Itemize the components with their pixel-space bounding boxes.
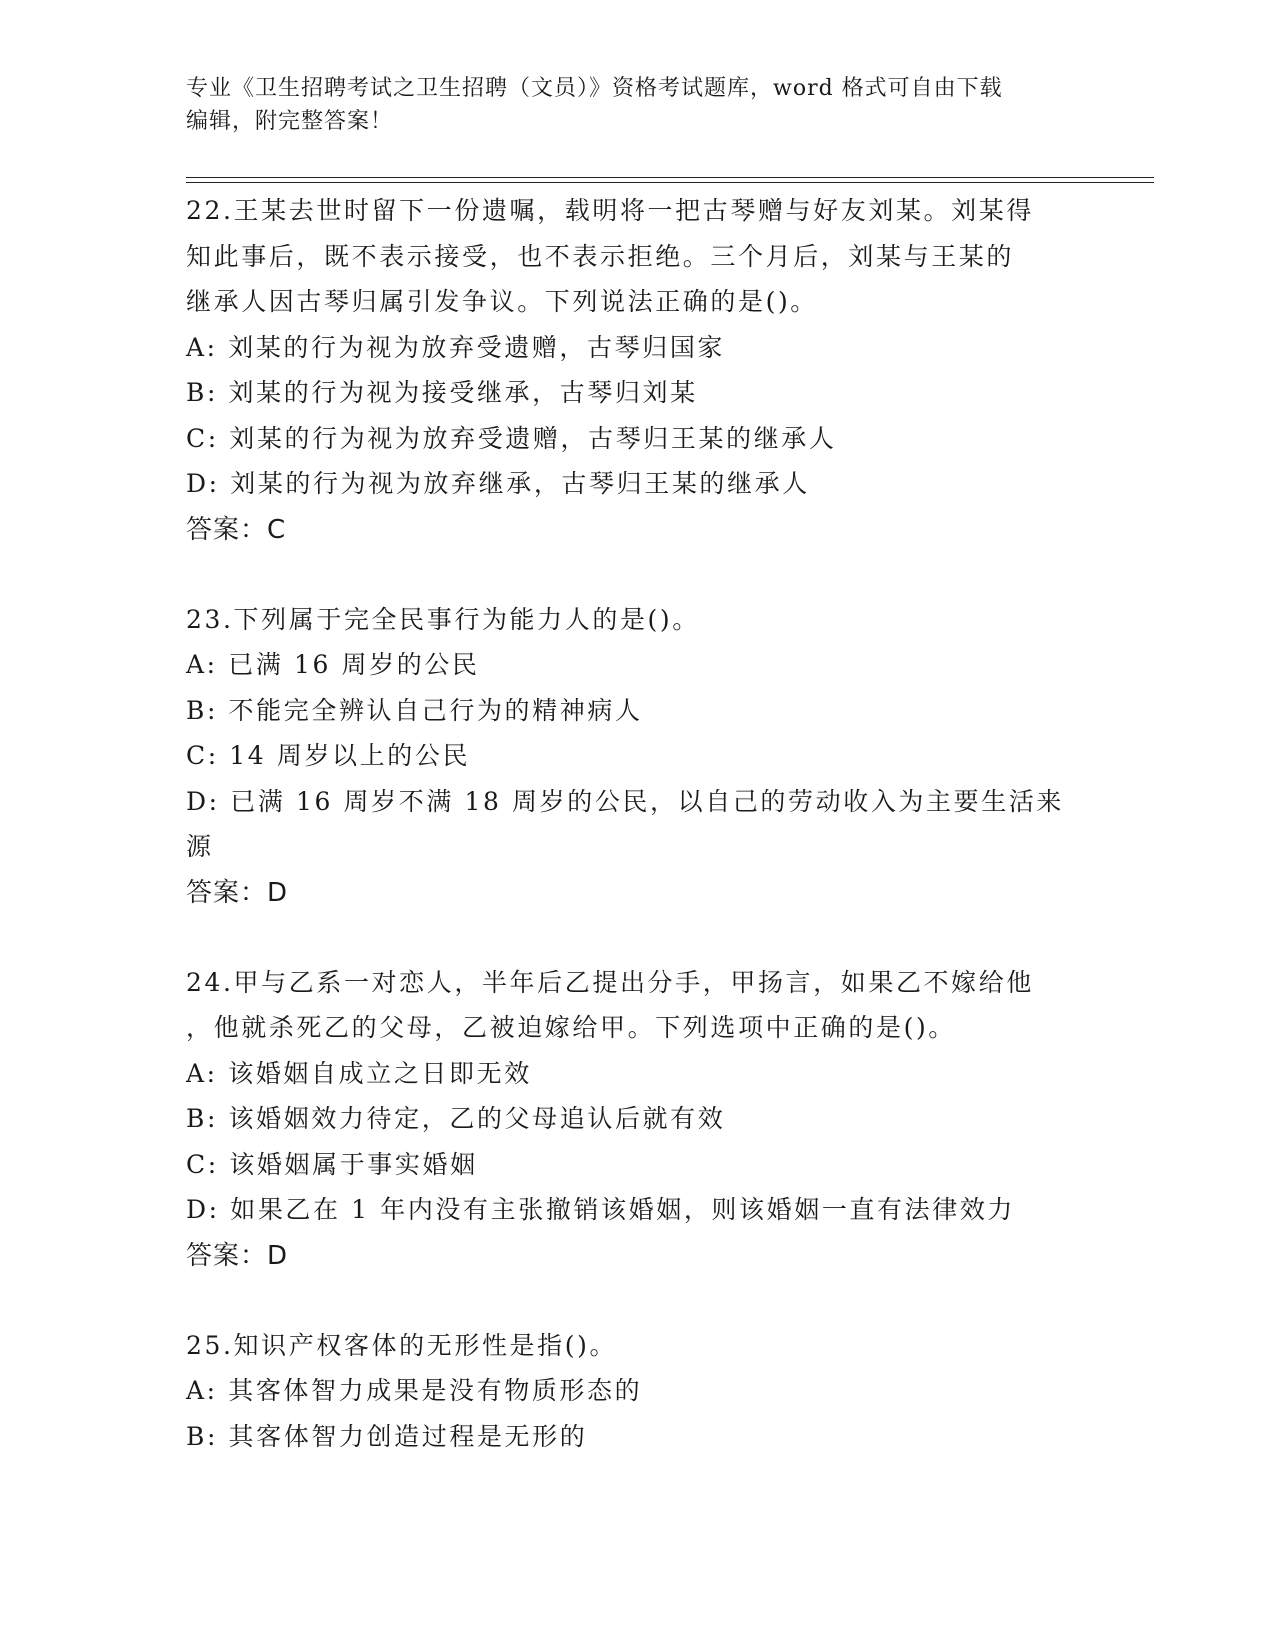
option-b: B: 不能完全辨认自己行为的精神病人 [186,695,643,725]
header-divider-bottom [186,182,1154,183]
option-c: C: 14 周岁以上的公民 [186,741,471,770]
option-b: B: 该婚姻效力待定，乙的父母追认后就有效 [186,1104,726,1133]
option-d: D: 已满 16 周岁不满 18 周岁的公民，以自己的劳动收入为主要生活来 [186,786,1065,816]
header-line-2: 编辑，附完整答案！ [186,109,394,134]
question-stem-line: 22.王某去世时留下一份遗嘱，载明将一把古琴赠与好友刘某。刘某得 [186,196,1034,225]
option-d-continued: 源 [186,832,214,861]
option-a: A: 已满 16 周岁的公民 [186,650,480,679]
option-d: D: 如果乙在 1 年内没有主张撤销该婚姻，则该婚姻一直有法律效力 [186,1195,1016,1224]
option-c: C: 该婚姻属于事实婚姻 [186,1149,478,1179]
question-list [186,188,1086,1503]
answer-label: 答案：D [186,877,289,908]
question-22 [186,188,1086,553]
option-c: C: 刘某的行为视为放弃受遗赠，古琴归王某的继承人 [186,423,837,453]
question-stem-line: 25.知识产权客体的无形性是指()。 [186,1330,618,1360]
question-23 [186,597,1086,916]
question-25 [186,1323,1086,1460]
option-b: B: 其客体智力创造过程是无形的 [186,1421,588,1451]
header-divider-top [186,177,1154,178]
option-a: A: 刘某的行为视为放弃受遗赠，古琴归国家 [186,332,726,362]
option-a: A: 该婚姻自成立之日即无效 [186,1058,532,1088]
question-stem-line: 24.甲与乙系一对恋人，半年后乙提出分手，甲扬言，如果乙不嫁给他 [186,967,1034,997]
question-stem-line: 23.下列属于完全民事行为能力人的是()。 [186,604,700,634]
option-d: D: 刘某的行为视为放弃继承，古琴归王某的继承人 [186,469,810,498]
question-24 [186,960,1086,1279]
header-line-1: 专业《卫生招聘考试之卫生招聘（文员）》资格考试题库，word 格式可自由下载 [186,76,1003,101]
question-stem-line: ，他就杀死乙的父母，乙被迫嫁给甲。下列选项中正确的是()。 [186,1013,956,1042]
question-stem-line: 知此事后，既不表示接受，也不表示拒绝。三个月后，刘某与王某的 [186,241,1015,271]
question-stem-line: 继承人因古琴归属引发争议。下列说法正确的是()。 [186,287,818,316]
document-header [186,72,1066,138]
answer-label: 答案：C [186,514,287,545]
option-b: B: 刘某的行为视为接受继承，古琴归刘某 [186,378,698,407]
answer-label: 答案：D [186,1240,289,1271]
option-a: A: 其客体智力成果是没有物质形态的 [186,1376,643,1405]
